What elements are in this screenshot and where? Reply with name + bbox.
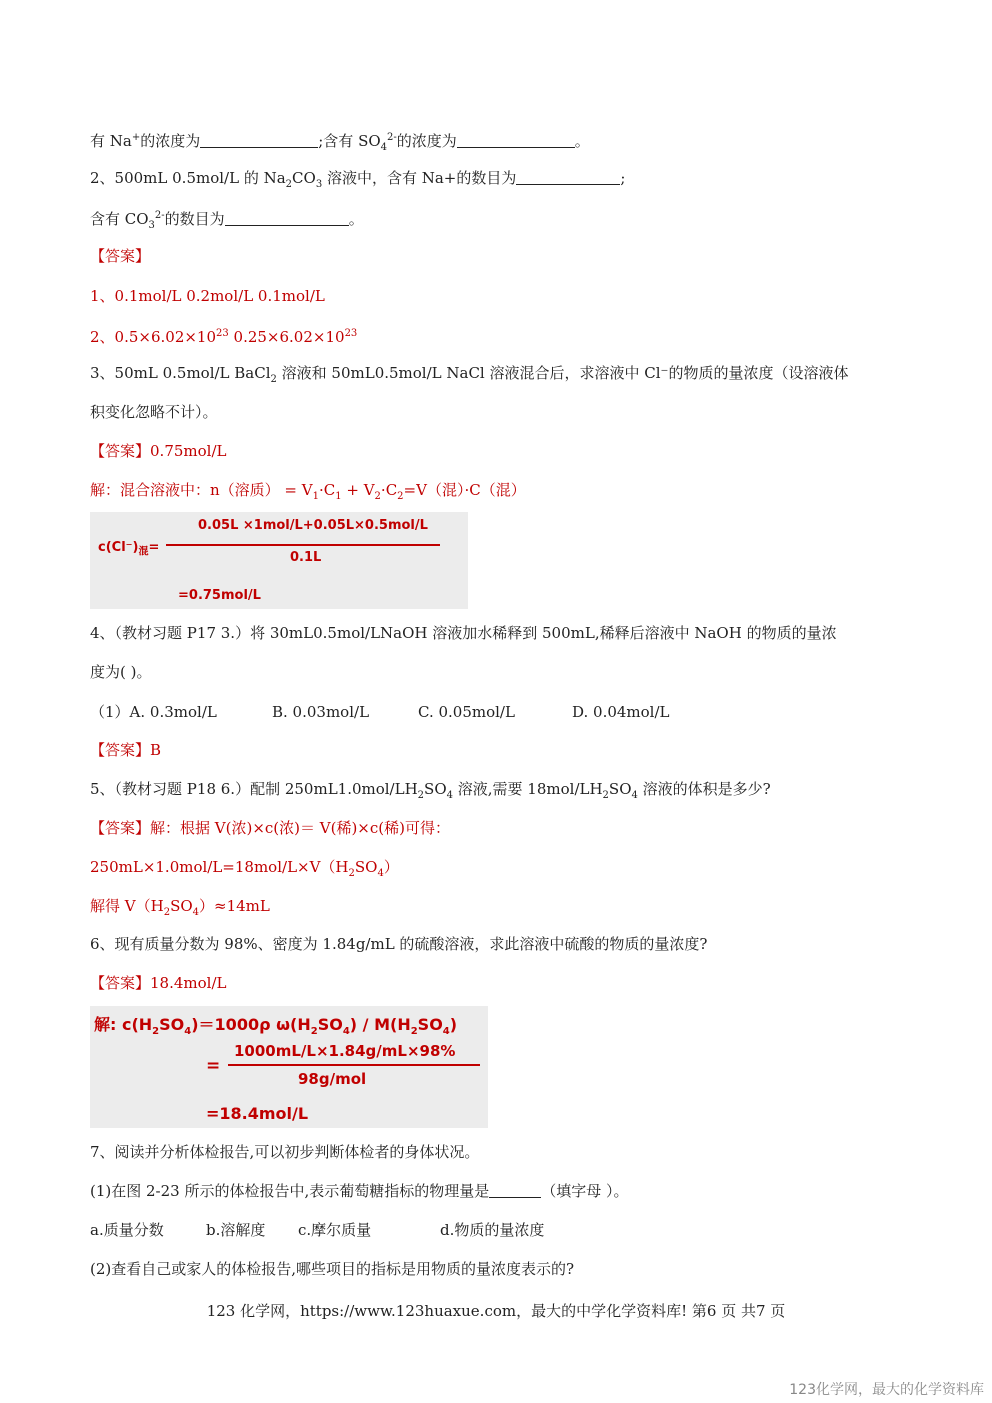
q3-answer: 【答案】0.75mol/L bbox=[90, 442, 227, 460]
q5-line: 5、（教材习题 P18 6.）配制 $250mL1.0mol/LH_2SO_4$ 溶液,需要 $18mol/LH_2SO_4$ 溶液的体积是多少? bbox=[90, 780, 771, 801]
watermark: 123化学网，最大的化学资料库 bbox=[789, 1382, 984, 1398]
q3-formula-image bbox=[90, 512, 468, 609]
formula-denominator: 98g/mol bbox=[298, 1070, 367, 1088]
q5-step1: $250mL\times 1.0mol/L=18mol/L\times V(H_2SO_4)$ bbox=[90, 858, 399, 879]
formula-result: =0.75mol/L bbox=[178, 588, 261, 603]
q3-line2: 积变化忽略不计）。 bbox=[90, 403, 218, 421]
q3-solution: 解：混合溶液中：n（溶质） = $V_1\cdot C_1 + V_2\cdot C_2=V$（混）·C（混） bbox=[90, 481, 526, 502]
q1-line: 有 Na+的浓度为 ;含有 $SO_4^{2-}$的浓度为 。 bbox=[90, 132, 590, 153]
page-footer: 123 化学网，https://www.123huaxue.com，最大的中学化学资料库! 第6 页 共7 页 bbox=[206, 1302, 786, 1320]
q6-answer: 【答案】18.4mol/L bbox=[90, 974, 227, 992]
q5-answer: 【答案】解：根据 V(浓)×c(浓)＝ V(稀)×c(稀)可得： bbox=[90, 819, 450, 837]
fraction-line bbox=[166, 544, 440, 546]
q6-line: 6、现有质量分数为 98%、密度为 1.84g/mL 的硫酸溶液，求此溶液中硫酸的物质的量浓度? bbox=[90, 935, 708, 953]
q2-line2: 含有 $CO_3^{2-}$的数目为 。 bbox=[90, 210, 364, 231]
formula-eq: = bbox=[206, 1056, 221, 1076]
answer-blank bbox=[457, 132, 575, 148]
formula-lhs: $c(Cl^-)_混=$ bbox=[98, 540, 160, 558]
answer-2: 2、$0.5\times 6.02\times 10^{23}$ $0.25\times 6.02\times 10^{23}$ bbox=[90, 328, 358, 346]
q5-step2: 解得 $V(H_2SO_4)\approx 14mL$ bbox=[90, 897, 270, 918]
formula-numerator: 1000mL/L×1.84g/mL×98% bbox=[234, 1042, 456, 1060]
answer-blank bbox=[516, 169, 620, 185]
answer-blank bbox=[200, 132, 318, 148]
formula-denominator: 0.1L bbox=[290, 550, 322, 565]
q2-line1: 2、500mL 0.5mol/L 的 $Na_2CO_3$ 溶液中，含有 Na+的数目为 ; bbox=[90, 169, 626, 190]
q3-line1: 3、50mL 0.5mol/L BaCl$_2$ 溶液和 50mL0.5mol/L NaCl 溶液混合后，求溶液中 Cl⁻的物质的量浓度（设溶液体 bbox=[90, 364, 849, 385]
q4-line1: 4、（教材习题 P17 3.）将 30mL0.5mol/LNaOH 溶液加水稀释到 500mL,稀释后溶液中 NaOH 的物质的量浓 bbox=[90, 624, 837, 642]
q4-options: （1）A. 0.3mol/L B. 0.03mol/L C. 0.05mol/L D. 0.04mol/L bbox=[90, 703, 670, 721]
answer-blank bbox=[489, 1182, 541, 1198]
q6-formula-image bbox=[90, 1006, 488, 1128]
q7-options: a.质量分数 b.溶解度 c.摩尔质量 d.物质的量浓度 bbox=[90, 1221, 545, 1239]
q7-line2: (1)在图 2-23 所示的体检报告中,表示葡萄糖指标的物理量是 （填字母 ）。 bbox=[90, 1182, 629, 1200]
answer-label: 【答案】 bbox=[90, 247, 151, 265]
fraction-line bbox=[228, 1064, 480, 1066]
formula-result: =18.4mol/L bbox=[206, 1104, 309, 1123]
q7-line1: 7、阅读并分析体检报告,可以初步判断体检者的身体状况。 bbox=[90, 1143, 480, 1161]
q7-line3: (2)查看自己或家人的体检报告,哪些项目的指标是用物质的量浓度表示的? bbox=[90, 1260, 575, 1278]
q4-line2: 度为( )。 bbox=[90, 663, 152, 681]
q4-answer: 【答案】B bbox=[90, 741, 162, 759]
formula-line1: 解: $c(H_2SO_4)=1000\rho$ $\omega(H_2SO_4) / M(H_2SO_4)$ bbox=[94, 1015, 458, 1038]
answer-1: 1、0.1mol/L 0.2mol/L 0.1mol/L bbox=[90, 287, 325, 305]
formula-numerator: 0.05L ×1mol/L+0.05L×0.5mol/L bbox=[198, 518, 428, 533]
answer-blank bbox=[225, 210, 349, 226]
